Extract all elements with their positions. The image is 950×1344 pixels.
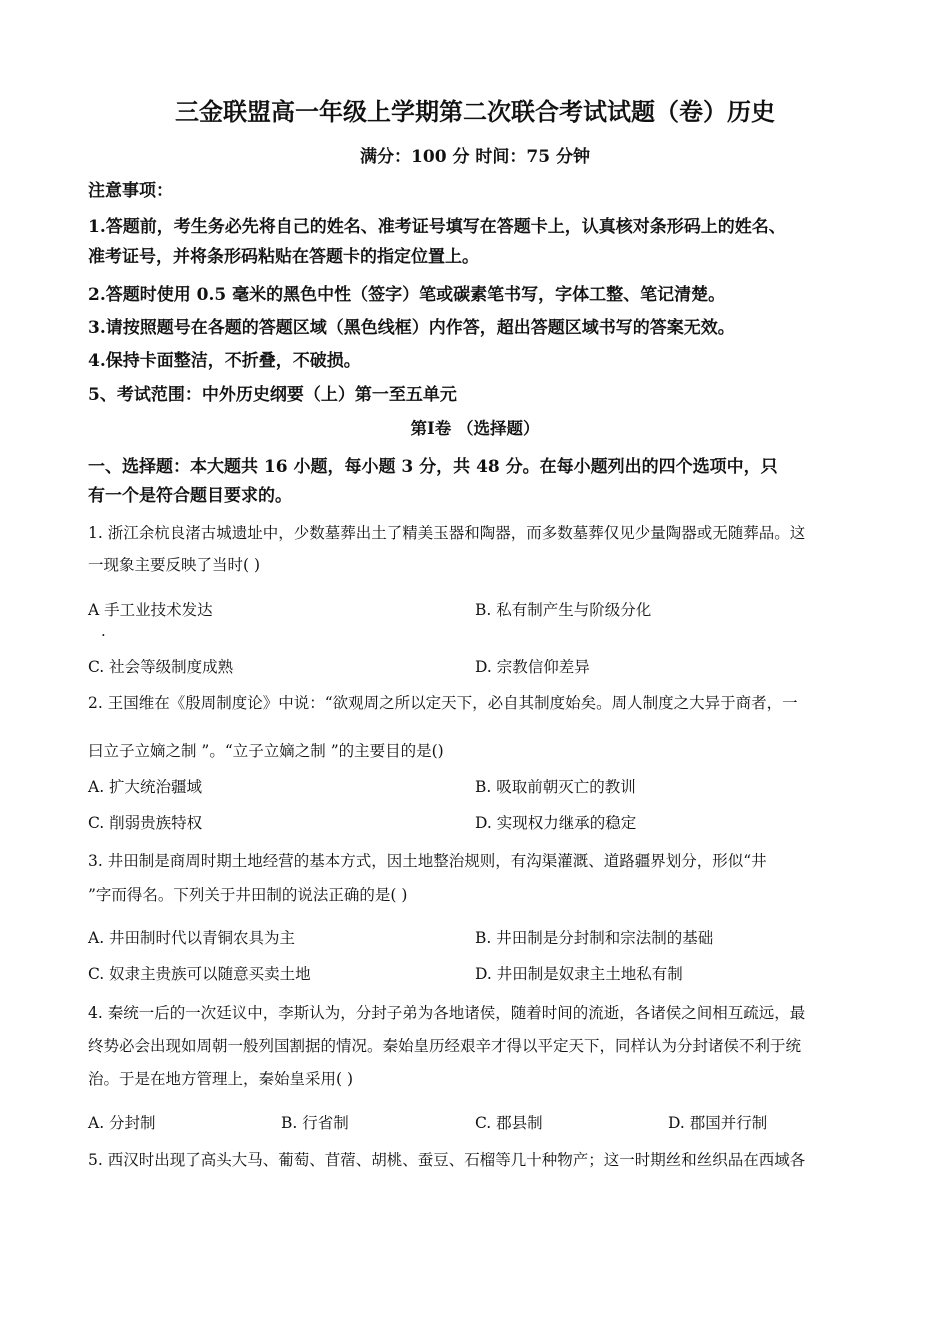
- question-3-option-d: D. 井田制是奴隶主土地私有制: [475, 965, 683, 983]
- exam-title: 三金联盟高一年级上学期第二次联合考试试题（卷）历史: [175, 97, 775, 126]
- question-2-line-2: 曰立子立嫡之制 ”。“立子立嫡之制 ”的主要目的是(): [88, 742, 444, 760]
- question-2-option-b: B. 吸取前朝灭亡的教训: [475, 778, 636, 796]
- section-title: 第Ⅰ卷 （选择题）: [410, 419, 540, 438]
- question-3-option-a: A. 井田制时代以青铜农具为主: [88, 929, 296, 947]
- question-1-line-2: 一现象主要反映了当时( ): [88, 556, 261, 574]
- question-1-line-1: 1. 浙江余杭良渚古城遗址中，少数墓葬出土了精美玉器和陶器，而多数墓葬仅见少量陶器或无随葬品。这: [88, 524, 806, 542]
- question-4-option-c: C. 郡县制: [475, 1114, 543, 1132]
- question-3-line-2: ”字而得名。下列关于井田制的说法正确的是( ): [88, 886, 408, 904]
- question-3-option-b: B. 井田制是分封制和宗法制的基础: [475, 929, 714, 947]
- question-1-dot-mark: .: [101, 622, 106, 640]
- notice-item-5: 5、考试范围：中外历史纲要（上）第一至五单元: [88, 385, 457, 405]
- notice-item-4: 4.保持卡面整洁，不折叠，不破损。: [88, 351, 361, 371]
- question-4-option-b: B. 行省制: [281, 1114, 349, 1132]
- question-2-option-c: C. 削弱贵族特权: [88, 814, 203, 832]
- question-2-line-1: 2. 王国维在《殷周制度论》中说：“欲观周之所以定天下，必自其制度始矣。周人制度之大异于商者，一: [88, 694, 798, 712]
- question-5-line-1: 5. 西汉时出现了高头大马、葡萄、苜蓿、胡桃、蚕豆、石榴等几十种物产；这一时期丝和丝织品在西域各: [88, 1151, 806, 1169]
- notice-item-1-line-2: 准考证号，并将条形码粘贴在答题卡的指定位置上。: [88, 247, 479, 267]
- exam-subtitle: 满分：100 分 时间：75 分钟: [360, 147, 590, 167]
- part-heading-line-2: 有一个是符合题目要求的。: [88, 486, 292, 506]
- notice-item-1-line-1: 1.答题前，考生务必先将自己的姓名、准考证号填写在答题卡上，认真核对条形码上的姓名、: [88, 217, 786, 237]
- question-1-option-c: C. 社会等级制度成熟: [88, 658, 234, 676]
- notice-item-2: 2.答题时使用 0.5 毫米的黑色中性（签字）笔或碳素笔书写，字体工整、笔记清楚。: [88, 285, 726, 305]
- question-1-option-a: A 手工业技术发达: [88, 601, 213, 619]
- question-4-line-3: 治。于是在地方管理上，秦始皇采用( ): [88, 1070, 354, 1088]
- notice-heading: 注意事项：: [88, 181, 173, 201]
- question-3-option-c: C. 奴隶主贵族可以随意买卖土地: [88, 965, 311, 983]
- question-2-option-a: A. 扩大统治疆域: [88, 778, 203, 796]
- question-3-line-1: 3. 井田制是商周时期土地经营的基本方式，因土地整治规则，有沟渠灌溉、道路疆界划分，形似“井: [88, 852, 767, 870]
- question-4-option-a: A. 分封制: [88, 1114, 156, 1132]
- question-4-line-1: 4. 秦统一后的一次廷议中，李斯认为，分封子弟为各地诸侯，随着时间的流逝，各诸侯之间相互疏远，最: [88, 1004, 806, 1022]
- question-4-option-d: D. 郡国并行制: [668, 1114, 768, 1132]
- notice-item-3: 3.请按照题号在各题的答题区域（黑色线框）内作答，超出答题区域书写的答案无效。: [88, 318, 735, 338]
- part-heading-line-1: 一、选择题：本大题共 16 小题，每小题 3 分，共 48 分。在每小题列出的四个选项中，只: [88, 457, 778, 477]
- question-4-line-2: 终势必会出现如周朝一般列国割据的情况。秦始皇历经艰辛才得以平定天下，同样认为分封诸侯不利于统: [88, 1037, 802, 1055]
- question-1-option-b: B. 私有制产生与阶级分化: [475, 601, 652, 619]
- question-1-option-d: D. 宗教信仰差异: [475, 658, 590, 676]
- question-2-option-d: D. 实现权力继承的稳定: [475, 814, 637, 832]
